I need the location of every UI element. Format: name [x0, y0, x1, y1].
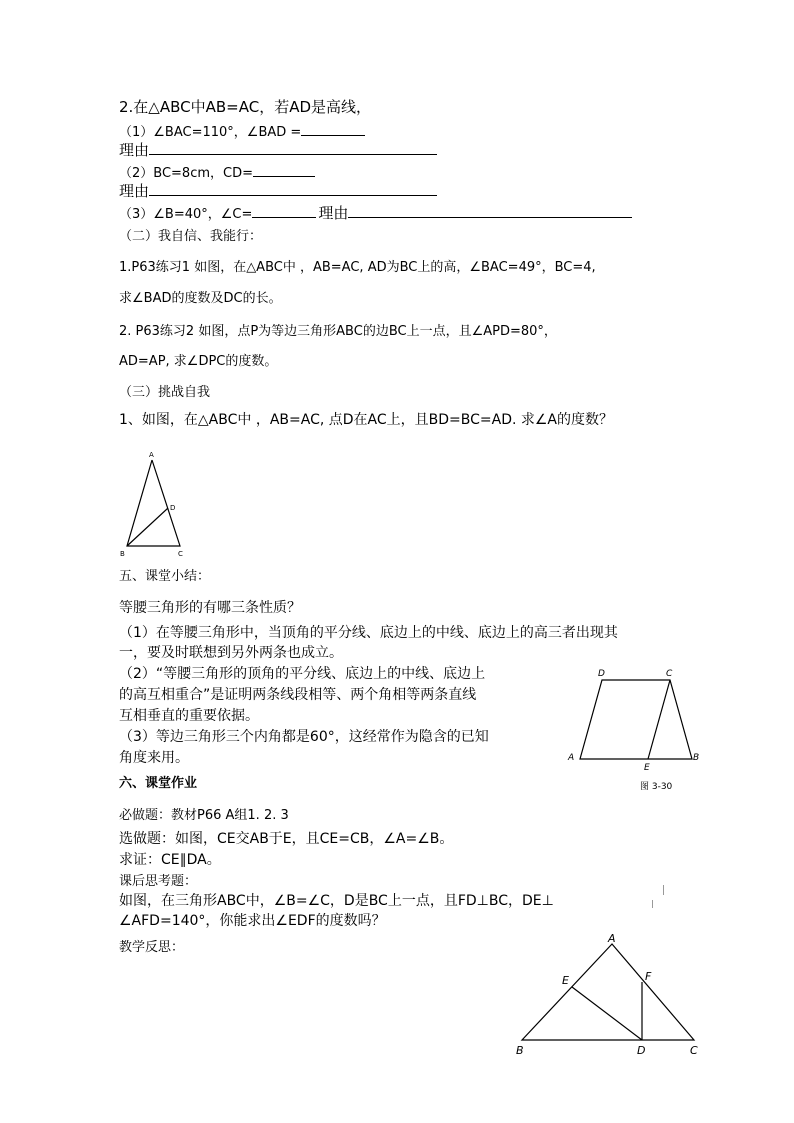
ex1-line2: 求∠BAD的度数及DC的长。 [119, 291, 282, 306]
homework-optional-line1: 选做题：如图，CE交AB于E，且CE=CB，∠A=∠B。 [119, 831, 454, 847]
fig3-label-c: C [690, 1044, 698, 1057]
q2-reason1-blank [149, 140, 437, 155]
homework-after-class: 课后思考题： [119, 874, 198, 889]
fig2-segment-ce [648, 680, 670, 759]
q2-reason2-label: 理由 [119, 182, 150, 200]
q2-item1 [119, 121, 365, 141]
q2-title: 2.在△ABC中AB=AC，若AD是高线， [119, 98, 372, 116]
fig1-segment-bd [127, 508, 168, 546]
fig3-triangle [522, 944, 694, 1040]
section-three-q1: 1、如图，在△ABC中 ，AB=AC, 点D在AC上，且BD=BC=AD. 求∠A的度数？ [119, 412, 614, 428]
fig3-label-b: B [516, 1044, 524, 1057]
homework-optional-line2: 求证：CE∥DA。 [119, 852, 221, 868]
fig2-caption: 图 3-30 [640, 782, 673, 792]
homework-think-line2: ∠AFD=140°，你能求出∠EDF的度数吗？ [119, 913, 386, 929]
stray-mark-2 [652, 900, 653, 908]
q2-item2-blank [253, 162, 315, 177]
ex1-line1: 1.P63练习1 如图，在△ABC中 ，AB=AC, AD为BC上的高，∠BAC=49°，BC=4, [119, 260, 596, 275]
q2-item3-reason-blank [348, 203, 632, 218]
homework-think-line1: 如图，在三角形ABC中，∠B=∠C，D是BC上一点，且FD⊥BC，DE⊥ [119, 893, 554, 909]
summary-heading: 五、课堂小结： [119, 569, 211, 584]
fig2-label-c: C [666, 669, 673, 679]
q2-item3 [119, 203, 632, 223]
fig1-label-d: D [170, 504, 176, 512]
q2-item1-text: （1）∠BAC=110°，∠BAD = [119, 125, 302, 140]
fig1-label-a: A [149, 451, 154, 459]
fig1-label-c: C [178, 550, 183, 558]
fig3-segment-ed [572, 987, 642, 1040]
fig3-label-e: E [562, 974, 569, 987]
q2-item1-blank [301, 121, 365, 136]
fig2-label-b: B [693, 753, 700, 763]
homework-required: 必做题：教材P66 A组1. 2. 3 [119, 808, 289, 823]
figure-3-30 [562, 664, 712, 796]
homework-heading: 六、课堂作业 [119, 776, 198, 791]
fig3-label-f: F [645, 970, 652, 983]
figure-triangle-abd [118, 448, 198, 560]
q2-reason2 [119, 181, 437, 201]
q2-item3-text: （3）∠B=40°，∠C= [119, 207, 253, 222]
section-two-heading: （二）我自信、我能行： [119, 229, 263, 244]
summary-p2-line2: 的高互相重合”是证明两条线段相等、两个角相等两条直线 [119, 687, 477, 703]
ex2-line1: 2. P63练习2 如图，点P为等边三角形ABC的边BC上一点，且∠APD=80°， [119, 324, 557, 339]
fig3-label-d: D [637, 1044, 646, 1057]
section-three-heading: （三）挑战自我 [119, 385, 211, 400]
summary-p3-line1: （3）等边三角形三个内角都是60°，这经常作为隐含的已知 [119, 729, 489, 745]
fig2-label-e: E [644, 763, 650, 773]
q2-item2 [119, 162, 315, 182]
summary-p1-line1: （1）在等腰三角形中，当顶角的平分线、底边上的中线、底边上的高三者出现其 [119, 625, 618, 641]
summary-p2-line3: 互相垂直的重要依据。 [119, 708, 259, 724]
ex2-line2: AD=AP, 求∠DPC的度数。 [119, 354, 278, 369]
q2-item2-text: （2）BC=8cm，CD= [119, 166, 253, 181]
q2-reason1-label: 理由 [119, 141, 150, 159]
homework-reflection: 教学反思： [119, 940, 185, 955]
summary-p2-line1: （2）“等腰三角形的顶角的平分线、底边上的中线、底边上 [119, 666, 486, 682]
q2-item3-blank [252, 203, 316, 218]
fig2-label-a: A [568, 753, 575, 763]
fig3-label-a: A [608, 932, 616, 945]
fig2-quadrilateral [580, 680, 692, 759]
stray-mark-1 [663, 885, 664, 895]
fig1-label-b: B [120, 550, 125, 558]
summary-p1-line2: 一，要及时联想到另外两条也成立。 [119, 645, 343, 661]
summary-question: 等腰三角形的有哪三条性质？ [119, 600, 301, 616]
q2-reason2-blank [149, 181, 437, 196]
summary-p3-line2: 角度来用。 [119, 750, 189, 766]
q2-reason1 [119, 140, 437, 160]
figure-triangle-def [508, 930, 708, 1060]
q2-item3-reason-label: 理由 [318, 204, 349, 222]
fig2-label-d: D [598, 669, 605, 679]
fig1-triangle [127, 460, 180, 546]
